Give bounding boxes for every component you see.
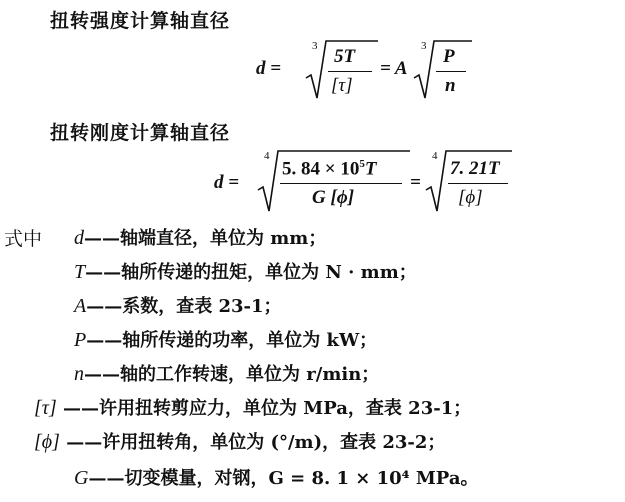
- definition-symbol: T: [74, 261, 86, 283]
- formula2-numerator-exp: 5: [359, 158, 365, 170]
- formula2-numerator-var: T: [364, 158, 377, 180]
- definition-symbol: P: [74, 329, 87, 351]
- formula2-fraction-bar2: [448, 183, 508, 184]
- formula1-lhs: d =: [256, 58, 282, 79]
- formula1-denominator: [τ]: [331, 75, 353, 96]
- formula2-denominator2: [ϕ]: [458, 187, 483, 208]
- formula2-root-index: 4: [264, 150, 270, 162]
- definition-text: 轴所传递的功率，单位为 kW；: [122, 330, 378, 351]
- definition-text: 切变模量，对钢，G = 8. 1 × 10⁴ MPa。: [124, 468, 479, 489]
- definition-text: 轴端直径，单位为 mm；: [120, 228, 327, 249]
- formula2-mid: =: [410, 172, 421, 193]
- formula2-root-index2: 4: [432, 150, 438, 162]
- formula2-numerator-coef: 5. 84 × 10: [282, 158, 360, 180]
- definition-dash: ——: [56, 398, 100, 419]
- definition-item: [74, 326, 377, 352]
- definition-item: [74, 258, 417, 284]
- definition-symbol: A: [74, 295, 87, 317]
- definition-text: 轴的工作转速，单位为 r/min；: [120, 364, 380, 385]
- definition-dash: ——: [84, 364, 120, 385]
- formula1-root-index: 3: [312, 40, 318, 52]
- definition-item: [34, 394, 471, 420]
- formula1-fraction-bar2: [436, 71, 466, 72]
- definition-dash: ——: [84, 228, 120, 249]
- formula1-root-index2: 3: [421, 40, 427, 52]
- definition-item: [74, 224, 326, 250]
- definition-text: 轴所传递的扭矩，单位为 N · mm；: [121, 262, 417, 283]
- definition-item: [34, 428, 445, 454]
- definition-dash: ——: [86, 330, 123, 351]
- formula2-numerator: [282, 158, 376, 180]
- definition-dash: ——: [88, 468, 125, 489]
- definition-item: [74, 464, 478, 490]
- definition-symbol: [τ]: [34, 397, 57, 419]
- definition-dash: ——: [85, 262, 122, 283]
- definition-text: 许用扭转剪应力，单位为 MPa，查表 23-1；: [99, 398, 472, 419]
- definition-text: 系数，查表 23-1；: [122, 296, 282, 317]
- formula2-denominator: G [ϕ]: [312, 187, 355, 208]
- formula1-mid: = A: [380, 58, 408, 79]
- definition-symbol: d: [74, 227, 84, 249]
- definition-dash: ——: [59, 432, 103, 453]
- definition-symbol: n: [74, 363, 84, 385]
- definition-symbol: [ϕ]: [34, 431, 60, 453]
- formula1-denominator2: n: [445, 75, 456, 96]
- formula1-fraction-bar: [328, 71, 372, 72]
- where-label: 式中: [4, 228, 43, 250]
- definition-dash: ——: [86, 296, 123, 317]
- heading-torsional-stiffness: 扭转刚度计算轴直径: [50, 122, 231, 144]
- formula2-fraction-bar: [280, 183, 402, 184]
- definition-item: [74, 292, 282, 318]
- definition-symbol: G: [74, 467, 89, 489]
- formula2-numerator2: 7. 21T: [450, 158, 500, 179]
- formula1-numerator: 5T: [334, 46, 356, 67]
- heading-torsional-strength: 扭转强度计算轴直径: [50, 10, 231, 32]
- formula1-numerator2: P: [443, 46, 455, 67]
- definition-item: [74, 360, 379, 386]
- definition-text: 许用扭转角，单位为 (°/m)，查表 23-2；: [102, 432, 446, 453]
- formula2-lhs: d =: [214, 172, 240, 193]
